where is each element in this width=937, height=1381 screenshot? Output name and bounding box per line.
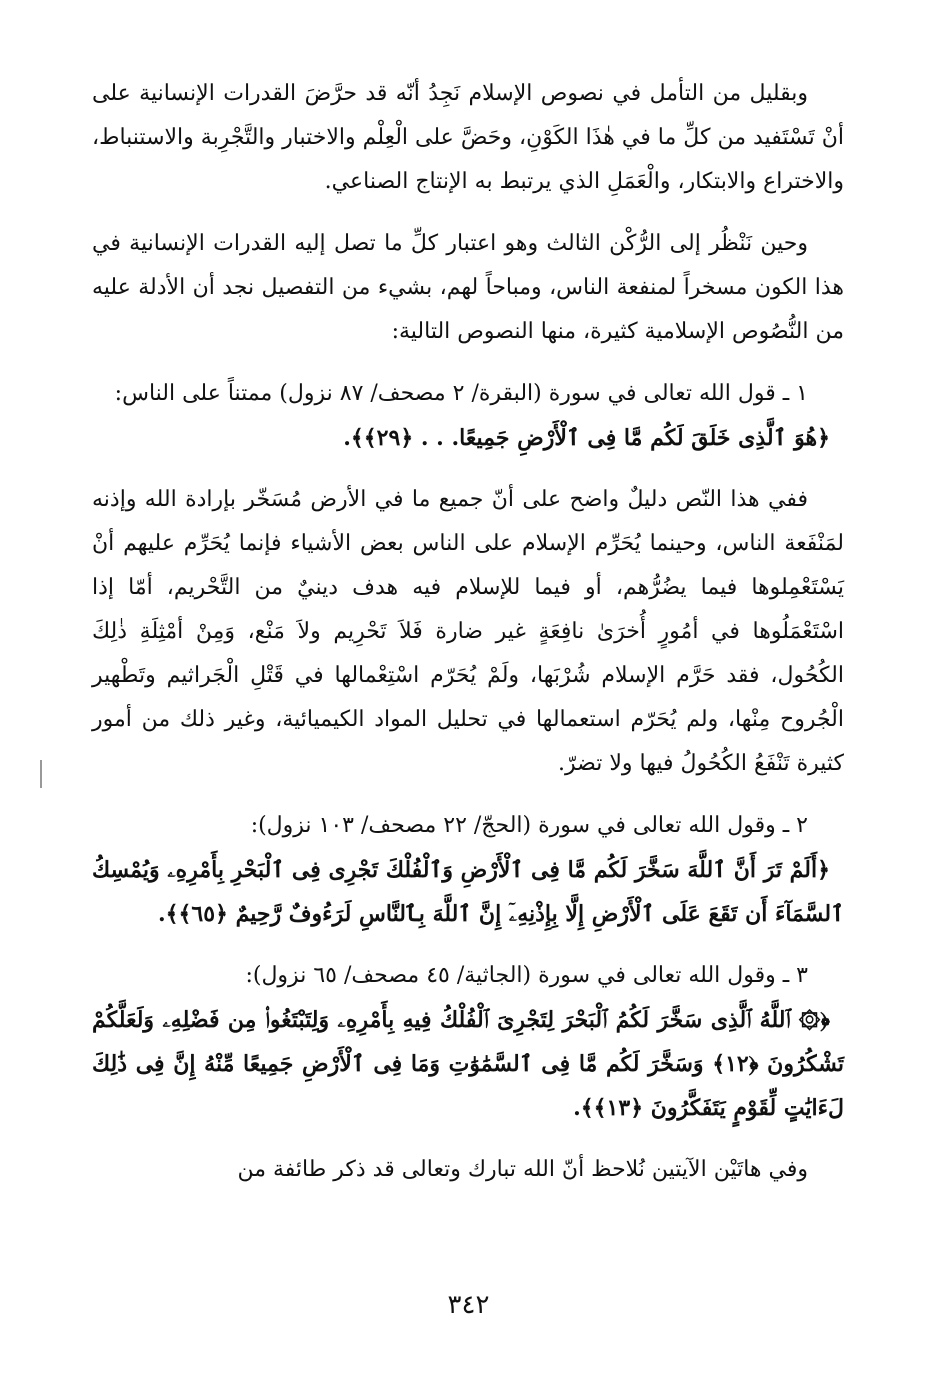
- paragraph-gap: [92, 204, 844, 222]
- paragraph-gap: [92, 936, 844, 954]
- list-item-1: ١ ـ قول الله تعالى في سورة (البقرة/ ٢ مصحف/ ٨٧ نزول) ممتناً على الناس:: [114, 381, 808, 406]
- list-item-3: ٣ ـ وقول الله تعالى في سورة (الجاثية/ ٤٥ مصحف/ ٦٥ نزول):: [245, 963, 808, 988]
- paragraph-1: وبقليل من التأمل في نصوص الإسلام نَجِدُ أنّه قد حرَّضَ القدرات الإنسانية على أنْ تَسْتَفيد من كلِّ ما في هٰذَا الكَوْنِ، وحَضَّ على الْعِلْم والاختبار والتَّجْرِبة والاستنباط، والاختراع والابتكار، والْعَمَلِ الذي يرتبط به الإنتاج الصناعي.: [92, 81, 844, 194]
- paragraph-gap: [92, 354, 844, 372]
- quran-verse-3: ﴿۞ ٱللَّهُ ٱلَّذِى سَخَّرَ لَكُمُ ٱلْبَحْرَ لِتَجْرِىَ ٱلْفُلْكُ فِيهِ بِأَمْرِهِۦ وَلِتَبْتَغُوا۟ مِن فَضْلِهِۦ وَلَعَلَّكُمْ تَشْكُرُونَ ﴿١٢﴾ وَسَخَّرَ لَكُم مَّا فِى ٱلسَّمَٰوَٰتِ وَمَا فِى ٱلْأَرْضِ جَمِيعًا مِّنْهُ إِنَّ فِى ذَٰلِكَ لَءَايَٰتٍ لِّقَوْمٍ يَتَفَكَّرُونَ ﴿١٣﴾﴾.: [92, 1007, 844, 1121]
- paragraph-4: وفي هاتَيْن الآيتين نُلاحظ أنّ الله تبارك وتعالى قد ذكر طائفة من: [237, 1157, 808, 1182]
- page-body: [92, 72, 844, 1192]
- paragraph-gap: [92, 786, 844, 804]
- quran-verse-1: ﴿هُوَ ٱلَّذِى خَلَقَ لَكُم مَّا فِى ٱلْأَرْضِ جَمِيعًا. . . ﴿٢٩﴾﴾.: [343, 425, 830, 451]
- paragraph-2: وحين نَنْظُر إلى الرُّكْن الثالث وهو اعتبار كلِّ ما تصل إليه القدرات الإنسانية في هذا الكون مسخراً لمنفعة الناس، ومباحاً لهم، بشيء من التفصيل نجد أن الأدلة عليه من النُّصُوص الإسلامية كثيرة، منها النصوص التالية:: [92, 231, 844, 344]
- paragraph-gap: [92, 460, 844, 478]
- margin-mark: [40, 760, 42, 788]
- quran-verse-2: ﴿أَلَمْ تَرَ أَنَّ ٱللَّهَ سَخَّرَ لَكُم مَّا فِى ٱلْأَرْضِ وَٱلْفُلْكَ تَجْرِى فِى ٱلْبَحْرِ بِأَمْرِهِۦ وَيُمْسِكُ ٱلسَّمَآءَ أَن تَقَعَ عَلَى ٱلْأَرْضِ إِلَّا بِإِذْنِهِۦٓ إِنَّ ٱللَّهَ بِٱلنَّاسِ لَرَءُوفٌ رَّحِيمٌ ﴿٦٥﴾﴾.: [92, 857, 844, 927]
- paragraph-3: ففي هذا النّص دليلٌ واضح على أنّ جميع ما في الأرض مُسَخّر بإرادة الله وإذنه لمَنْفَعة الناس، وحينما يُحَرِّم الإسلام على الناس بعض الأشياء فإنما يُحَرِّم عليهم أنْ يَسْتَعْمِلوها فيما يضُرُّهم، أو فيما للإسلام فيه هدف دينيٌ من التَّحْريم، أمّا إذا اسْتَعْمَلُوها في أمُورٍ أُخرَىٰ نافِعَةٍ غير ضارة فَلاَ تَحْرِيم ولاَ مَنْع، وَمِنْ أمْثِلَةِ ذٰلِكَ الكُحُول، فقد حَرَّم الإسلام شُرْبَها، ولَمْ يُحَرّم اسْتِعْمالها في قَتْلِ الْجَراثيم وتَطْهير الْجُروح مِنْها، ولم يُحَرّم استعمالها في تحليل المواد الكيميائية، وغير ذلك من أمور كثيرة تَنْفَعُ الكُحُولُ فيها ولا تضرّ.: [92, 487, 844, 776]
- page-number: ٣٤٢: [447, 1290, 490, 1320]
- paragraph-gap: [92, 1130, 844, 1148]
- list-item-2: ٢ ـ وقول الله تعالى في سورة (الحجّ/ ٢٢ مصحف/ ١٠٣ نزول):: [250, 813, 808, 838]
